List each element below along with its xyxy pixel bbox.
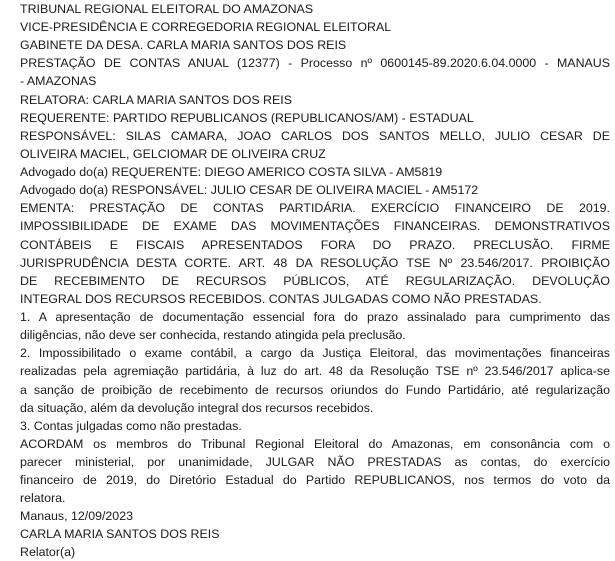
- signer-name: CARLA MARIA SANTOS DOS REIS: [20, 527, 220, 541]
- item-2-line: 2. Impossibilitado o exame contábil, a cargo da Justiça Eleitoral, das movimentações financeiras: [20, 346, 610, 360]
- advogado-responsavel: Advogado do(a) RESPONSÁVEL: JULIO CESAR DE OLIVEIRA MACIEL - AM5172: [20, 183, 479, 197]
- responsavel-line-1: RESPONSÁVEL: SILAS CAMARA, JOAO CARLOS DOS SANTOS MELLO, JULIO CESAR DE: [20, 129, 610, 143]
- item-2-line: a sanção de proibição de recebimento de recursos oriundos do Fundo Partidário, até regularização: [20, 383, 610, 397]
- ementa-line: CONTÁBEIS E FISCAIS APRESENTADOS FORA DO PRAZO. PRECLUSÃO. FIRME: [20, 238, 610, 252]
- acordam-line: relatora.: [20, 491, 66, 505]
- ementa-line: JURISPRUDÊNCIA DESTA CORTE. ART. 48 DA RESOLUÇÃO TSE Nº 23.546/2017. PROIBIÇÃO: [20, 256, 610, 270]
- ementa-line: INTEGRAL DOS RECURSOS RECEBIDOS. CONTAS JULGADAS COMO NÃO PRESTADAS.: [20, 292, 542, 306]
- acordam-line: parecer ministerial, por unanimidade, JULGAR NÃO PRESTADAS as contas, do exercício: [20, 455, 610, 469]
- requerente: REQUERENTE: PARTIDO REPUBLICANOS (REPUBLICANOS/AM) - ESTADUAL: [20, 111, 474, 125]
- item-1-line: diligências, não deve ser conhecida, restando atingida pela preclusão.: [20, 328, 406, 342]
- signer-role: Relator(a): [20, 545, 76, 559]
- advogado-requerente: Advogado do(a) REQUERENTE: DIEGO AMERICO COSTA SILVA - AM5819: [20, 165, 443, 179]
- acordam-line: financeiro de 2019, do Diretório Estadual do Partido REPUBLICANOS, nos termos do voto da: [20, 473, 610, 487]
- court-name: TRIBUNAL REGIONAL ELEITORAL DO AMAZONAS: [20, 2, 314, 16]
- vice-presidency: VICE-PRESIDÊNCIA E CORREGEDORIA REGIONAL ELEITORAL: [20, 20, 392, 34]
- place-date: Manaus, 12/09/2023: [20, 509, 133, 523]
- responsavel-line-2: OLIVEIRA MACIEL, GELCIOMAR DE OLIVEIRA CRUZ: [20, 147, 326, 161]
- item-2-line: realizadas pela agremiação partidária, à luz do art. 48 da Resolução TSE nº 23.546/2017 aplica-se: [20, 364, 610, 378]
- ementa-line: IMPOSSIBILIDADE DE EXAME DAS MOVIMENTAÇÕES FINANCEIRAS. DEMONSTRATIVOS: [20, 219, 610, 233]
- ementa-line: DE RECEBIMENTO DE RECURSOS PÚBLICOS, ATÉ REGULARIZAÇÃO. DEVOLUÇÃO: [20, 274, 610, 288]
- process-line-1: PRESTAÇÃO DE CONTAS ANUAL (12377) - Processo nº 0600145-89.2020.6.04.0000 - MANAUS: [20, 56, 610, 70]
- acordam-line: ACORDAM os membros do Tribunal Regional Eleitoral do Amazonas, em consonância com o: [20, 437, 610, 451]
- process-line-2: - AMAZONAS: [20, 74, 97, 88]
- relatora: RELATORA: CARLA MARIA SANTOS DOS REIS: [20, 93, 292, 107]
- item-2-line: da situação, além da devolução integral dos recursos recebidos.: [20, 401, 374, 415]
- item-3: 3. Contas julgadas como não prestadas.: [20, 419, 242, 433]
- cabinet: GABINETE DA DESA. CARLA MARIA SANTOS DOS REIS: [20, 38, 347, 52]
- item-1-line: 1. A apresentação de documentação essencial fora do prazo assinalado para cumprimento das: [20, 310, 610, 324]
- ementa-line: EMENTA: PRESTAÇÃO DE CONTAS PARTIDÁRIA. EXERCÍCIO FINANCEIRO DE 2019.: [20, 201, 610, 215]
